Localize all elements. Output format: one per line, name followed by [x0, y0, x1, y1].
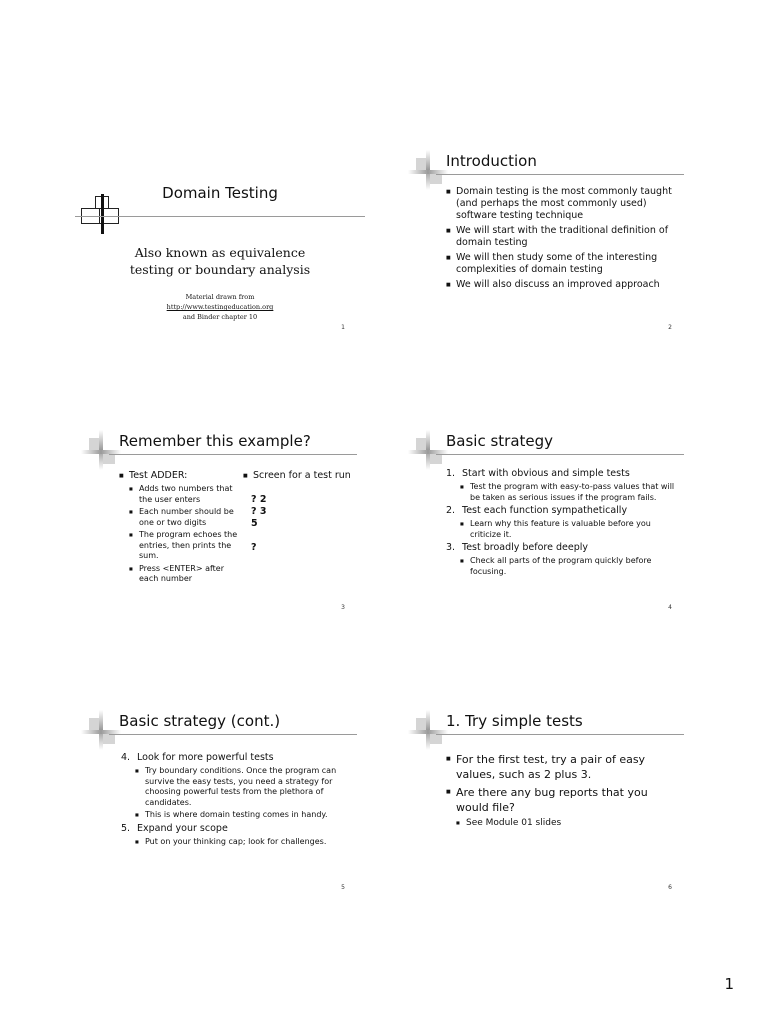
screen-line: ? 3 [251, 506, 267, 517]
slide-title: Basic strategy [446, 432, 554, 450]
source-line: Material drawn from [185, 293, 255, 301]
slide-title: Domain Testing [162, 184, 278, 202]
sub-bullet-list [460, 556, 676, 577]
title-rule [436, 174, 684, 175]
bullet-item: ■ We will start with the traditional definition of domain testing [446, 225, 676, 249]
slide-subtitle [75, 244, 365, 278]
sub-bullet-list [460, 519, 676, 540]
bullet-text: Test ADDER: [129, 470, 188, 481]
item-number: 2. [446, 505, 456, 516]
slide-number: 4 [668, 604, 672, 611]
sub-bullet-list [135, 766, 351, 821]
item-text: Test each function sympathetically [462, 505, 628, 516]
slide-title: Remember this example? [119, 432, 311, 450]
bullet-item: ■ We will also discuss an improved approach [446, 279, 676, 291]
title-rule [436, 454, 684, 455]
corner-decoration-icon [81, 710, 121, 750]
bullet-item [446, 785, 666, 829]
numbered-item [446, 468, 676, 503]
item-text: Start with obvious and simple tests [462, 468, 630, 479]
numbered-list [446, 468, 676, 579]
sub-bullet-item: ■ Learn why this feature is valuable before you criticize it. [460, 519, 676, 540]
screen-line: ? [251, 542, 257, 553]
title-rule [75, 216, 365, 217]
sub-bullet-item: ■ Put on your thinking cap; look for challenges. [135, 837, 351, 848]
item-number: 3. [446, 542, 456, 553]
slide-1 [75, 140, 365, 370]
slide-title: Basic strategy (cont.) [119, 712, 281, 730]
sub-bullet-item: ■ Each number should be one or two digits [129, 507, 239, 528]
screen-output [251, 494, 266, 554]
slide-number: 1 [341, 324, 345, 331]
source-line: and Binder chapter 10 [182, 313, 258, 321]
corner-decoration-icon [408, 150, 448, 190]
slide-number: 3 [341, 604, 345, 611]
bullet-list [446, 752, 666, 832]
screen-line: 5 [251, 518, 258, 529]
numbered-item [121, 823, 351, 848]
bullet-item: ■ Domain testing is the most commonly taught (and perhaps the most commonly used) software testing technique [446, 186, 676, 222]
item-text: Look for more powerful tests [137, 752, 274, 763]
sub-bullet-list [129, 484, 239, 585]
sub-bullet-item: ■ The program echoes the entries, then prints the sum. [129, 530, 239, 562]
screen-line: ? 2 [251, 494, 267, 505]
sub-bullet-item: ■ Try boundary conditions. Once the program can survive the easy tests, you need a strategy for choosing powerful tests from the plethora of candidates. [135, 766, 351, 808]
slide-6 [402, 700, 692, 930]
subtitle-line: Also known as equivalence [134, 245, 306, 260]
corner-decoration-icon [408, 710, 448, 750]
sub-bullet-item: ■ Check all parts of the program quickly before focusing. [460, 556, 676, 577]
slide-number: 2 [668, 324, 672, 331]
corner-decoration-icon [408, 430, 448, 470]
source-link[interactable]: http://www.testingeducation.org [166, 303, 274, 311]
bullet-list [119, 470, 239, 588]
slide-3 [75, 420, 365, 650]
title-rule [109, 734, 357, 735]
item-text: Test broadly before deeply [462, 542, 589, 553]
bullet-text: Are there any bug reports that you would file? [456, 786, 648, 814]
sub-bullet-list [460, 482, 676, 503]
sub-bullet-item: ■ See Module 01 slides [456, 817, 666, 829]
bullet-item: ■ Screen for a test run [243, 470, 363, 482]
numbered-item [446, 542, 676, 577]
source-note [75, 292, 365, 322]
sub-bullet-item: ■ This is where domain testing comes in handy. [135, 810, 351, 821]
slide-title: Introduction [446, 152, 537, 170]
slide-2 [402, 140, 692, 370]
numbered-list [121, 752, 351, 849]
numbered-item [121, 752, 351, 821]
subtitle-line: testing or boundary analysis [129, 262, 311, 277]
corner-decoration-icon [81, 430, 121, 470]
slide-5 [75, 700, 365, 930]
bullet-list [446, 186, 676, 294]
sub-bullet-item: ■ Press <ENTER> after each number [129, 564, 239, 585]
bullet-item [119, 470, 239, 585]
item-text: Expand your scope [137, 822, 228, 834]
numbered-item [446, 505, 676, 540]
sub-bullet-item: ■ Test the program with easy-to-pass values that will be taken as serious issues if the program fails. [460, 482, 676, 503]
slide-title: 1. Try simple tests [446, 712, 583, 730]
page-number: 1 [724, 975, 734, 993]
item-number: 4. [121, 752, 131, 763]
slide-4 [402, 420, 692, 650]
bullet-list [243, 470, 363, 485]
sub-bullet-list [456, 817, 666, 829]
sub-bullet-list [135, 837, 351, 848]
title-rule [109, 454, 357, 455]
slide-number: 5 [341, 884, 345, 891]
sub-bullet-item: ■ Adds two numbers that the user enters [129, 484, 239, 505]
item-number: 5. [121, 822, 131, 834]
item-number: 1. [446, 468, 456, 479]
bullet-item: ■ We will then study some of the interesting complexities of domain testing [446, 252, 676, 276]
title-rule [436, 734, 684, 735]
slide-number: 6 [668, 884, 672, 891]
bullet-item: ■ For the first test, try a pair of easy values, such as 2 plus 3. [446, 752, 666, 782]
